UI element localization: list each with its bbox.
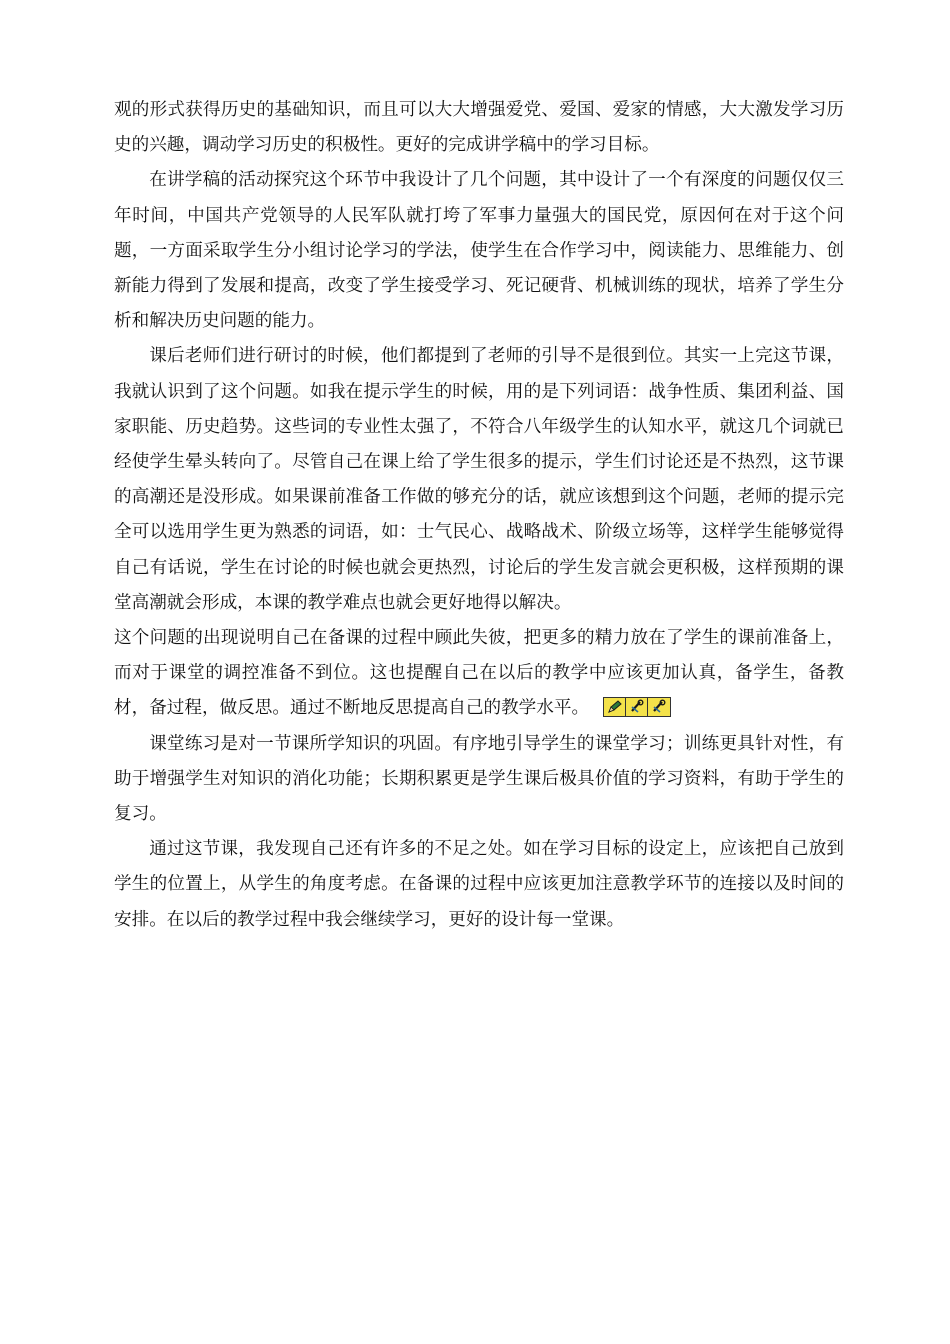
paragraph-4 <box>114 621 844 727</box>
paragraph-3: 课后老师们进行研讨的时候，他们都提到了老师的引导不是很到位。其实一上完这节课，我就认识到了这个问题。如我在提示学生的时候，用的是下列词语：战争性质、集团利益、国家职能、历史趋势。这些词的专业性太强了，不符合八年级学生的认知水平，就这几个词就已经使学生晕头转向了。尽管自己在课上给了学生很多的提示，学生们讨论还是不热烈，这节课的高潮还是没形成。如果课前准备工作做的够充分的话，就应该想到这个问题，老师的提示完全可以选用学生更为熟悉的词语，如：士气民心、战略战术、阶级立场等，这样学生能够觉得自己有话说，学生在讨论的时候也就会更热烈，讨论后的学生发言就会更积极，这样预期的课堂高潮就会形成，本课的教学难点也就会更好地得以解决。 <box>114 346 844 613</box>
paragraph-1: 观的形式获得历史的基础知识，而且可以大大增强爱党、爱国、爱家的情感，大大激发学习历史的兴趣，调动学习历史的积极性。更好的完成讲学稿中的学习目标。 <box>114 100 844 156</box>
tool-icon <box>648 698 670 716</box>
paragraph-4-text: 这个问题的出现说明自己在备课的过程中顾此失彼，把更多的精力放在了学生的课前准备上，而对于课堂的调控准备不到位。这也提醒自己在以后的教学中应该更加认真，备学生，备教材，备过程，做反思。通过不断地反思提高自己的教学水平。 <box>114 628 844 719</box>
inline-icon-strip <box>603 697 671 717</box>
pencil-icon <box>604 698 626 716</box>
paragraph-6: 通过这节课，我发现自己还有许多的不足之处。如在学习目标的设定上，应该把自己放到学生的位置上，从学生的角度考虑。在备课的过程中应该更加注意教学环节的连接以及时间的安排。在以后的教学过程中我会继续学习，更好的设计每一堂课。 <box>114 839 844 930</box>
tool-icon <box>626 698 648 716</box>
document-body <box>114 93 844 938</box>
paragraph-5: 课堂练习是对一节课所学知识的巩固。有序地引导学生的课堂学习；训练更具针对性，有助于增强学生对知识的消化功能；长期积累更是学生课后极具价值的学习资料，有助于学生的复习。 <box>114 733 844 825</box>
paragraph-2: 在讲学稿的活动探究这个环节中我设计了几个问题，其中设计了一个有深度的问题仅仅三年时间，中国共产党领导的人民军队就打垮了军事力量强大的国民党，原因何在对于这个问题，一方面采取学生分小组讨论学习的学法，使学生在合作学习中，阅读能力、思维能力、创新能力得到了发展和提高，改变了学生接受学习、死记硬背、机械训练的现状，培养了学生分析和解决历史问题的能力。 <box>114 170 844 332</box>
